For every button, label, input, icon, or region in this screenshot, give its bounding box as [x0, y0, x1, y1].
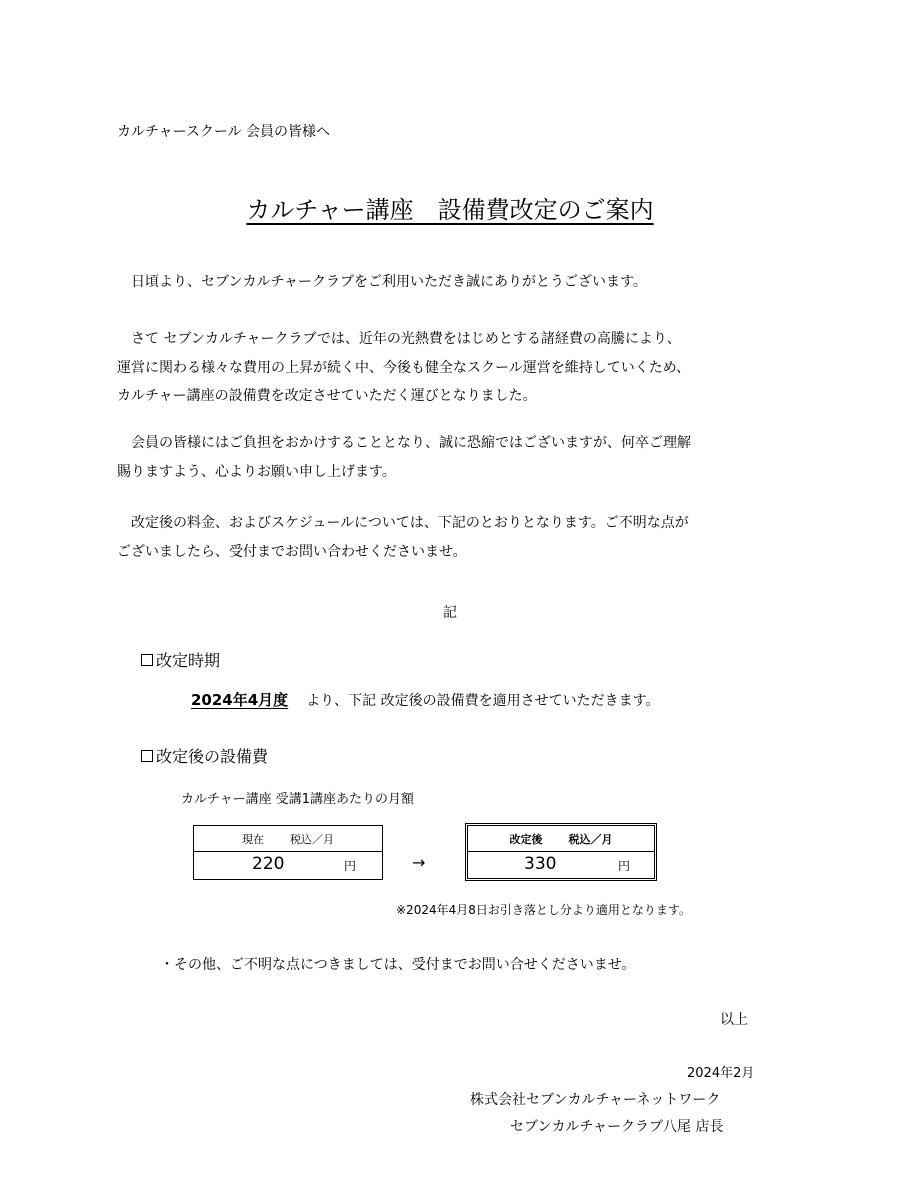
section-label: 改定後の設備費	[156, 747, 269, 766]
period-text: より、下記 改定後の設備費を適用させていただきます。	[306, 693, 660, 709]
paragraph-line: 運営に関わる様々な費用の上昇が続く中、今後も健全なスクール運営を維持していくため、	[117, 359, 691, 376]
fee-caption: カルチャー講座 受講1講座あたりの月額	[181, 792, 415, 807]
arrow-icon: →	[412, 853, 426, 872]
paragraph-line: 会員の皆様にはご負担をおかけすることとなり、誠に恐縮ではございますが、何卒ご理解	[117, 435, 691, 451]
current-fee-header	[194, 826, 382, 852]
checkbox-icon	[141, 654, 153, 666]
effective-date: 2024年4月度	[191, 691, 289, 709]
apply-note: ※2024年4月8日お引き落とし分より適用となります。	[396, 903, 691, 917]
current-tax-label: 税込／月	[290, 832, 334, 846]
new-amount: 330	[524, 854, 557, 874]
section-period-heading	[141, 648, 220, 671]
period-line	[191, 689, 660, 710]
paragraph-line: 賜りますよう、心よりお願い申し上げます。	[117, 463, 396, 480]
document-title: カルチャー講座 設備費改定のご案内	[246, 196, 654, 224]
paragraph-apology	[117, 429, 797, 486]
current-amount: 220	[252, 854, 285, 874]
paragraph-schedule	[117, 509, 797, 566]
paragraph-line: さて セブンカルチャークラブでは、近年の光熱費をはじめとする諸経費の高騰により、	[117, 331, 681, 347]
new-fee-header	[468, 826, 654, 852]
paragraph-greeting	[117, 268, 797, 297]
closing-mark: 以上	[720, 1012, 748, 1028]
company-name: 株式会社セブンカルチャーネットワーク	[470, 1092, 721, 1108]
checkbox-icon	[141, 750, 153, 762]
new-fee-body	[468, 852, 654, 878]
section-label: 改定時期	[156, 651, 221, 670]
current-fee-body	[194, 852, 382, 878]
paragraph-line: ございましたら、受付までお問い合わせくださいませ。	[117, 543, 467, 560]
new-tax-label: 税込／月	[568, 832, 613, 846]
paragraph-line: カルチャー講座の設備費を改定させていただく運びとなりました。	[117, 388, 537, 404]
new-unit: 円	[618, 859, 631, 873]
current-fee-box	[193, 825, 383, 880]
addressee: カルチャースクール 会員の皆様へ	[117, 124, 331, 140]
current-label: 現在	[242, 832, 264, 846]
current-unit: 円	[344, 859, 357, 873]
kigou-heading: 記	[443, 605, 457, 621]
new-label: 改定後	[509, 832, 543, 846]
issue-date: 2024年2月	[687, 1066, 755, 1081]
signature: セブンカルチャークラブ八尾 店長	[510, 1119, 724, 1135]
paragraph-line: 日頃より、セブンカルチャークラブをご利用いただき誠にありがとうございます。	[117, 274, 647, 290]
paragraph-line: 改定後の料金、およびスケジュールについては、下記のとおりとなります。ご不明な点が	[117, 515, 689, 531]
section-fee-heading	[141, 744, 268, 767]
other-note: ・その他、ご不明な点につきましては、受付までお問い合せくださいませ。	[160, 957, 636, 973]
new-fee-box	[465, 823, 657, 881]
paragraph-reason	[117, 325, 797, 411]
